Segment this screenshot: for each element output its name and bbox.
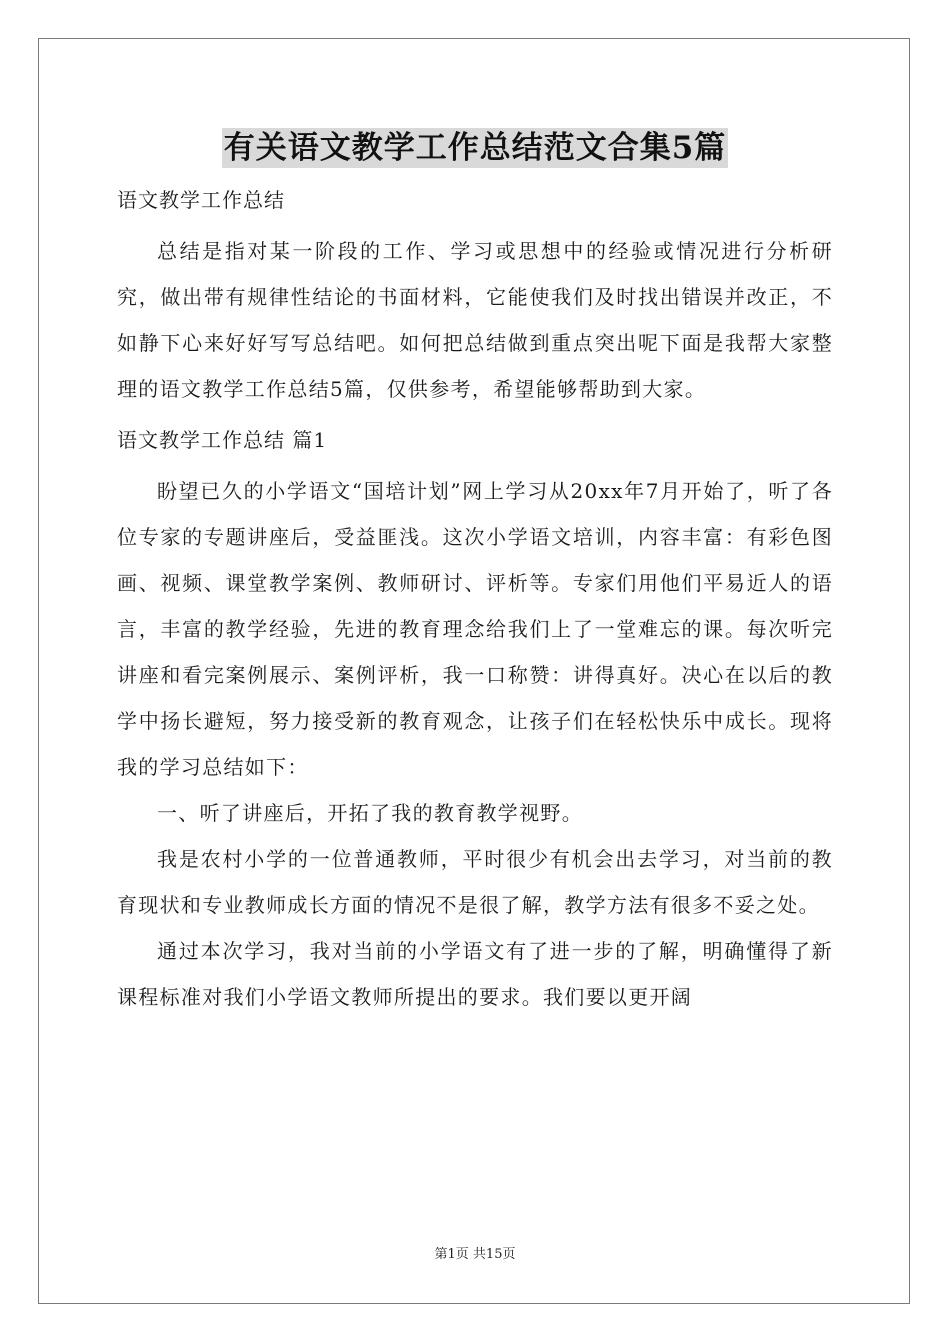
body-paragraph: 我是农村小学的一位普通教师，平时很少有机会出去学习，对当前的教育现状和专业教师成长方面的情况不是很了解，教学方法有很多不妥之处。 (117, 847, 833, 917)
spacer (117, 218, 833, 228)
article-heading: 语文教学工作总结 篇1 (117, 428, 328, 452)
body-paragraph: 一、听了讲座后，开拓了我的教育教学视野。 (157, 801, 583, 825)
section-heading: 语文教学工作总结 (117, 188, 285, 212)
page-footer: 第1页 共15页 (434, 1247, 516, 1262)
document-body (117, 182, 833, 1020)
document-title: 有关语文教学工作总结范文合集5篇 (223, 130, 727, 166)
spacer (117, 458, 833, 468)
spacer (117, 412, 833, 422)
body-paragraph: 盼望已久的小学语文“国培计划”网上学习从20xx年7月开始了，听了各位专家的专题讲座后，受益匪浅。这次小学语文培训，内容丰富：有彩色图画、视频、课堂教学案例、教师研讨、评析等。专家们用他们平易近人的语言，丰富的教学经验，先进的教育理念给我们上了一堂难忘的课。每次听完讲座和看完案例展示、案例评析，我一口称赞：讲得真好。决心在以后的教学中扬长避短，努力接受新的教育观念，让孩子们在轻松快乐中成长。现将我的学习总结如下： (117, 479, 833, 779)
intro-paragraph: 总结是指对某一阶段的工作、学习或思想中的经验或情况进行分析研究，做出带有规律性结论的书面材料，它能使我们及时找出错误并改正，不如静下心来好好写写总结吧。如何把总结做到重点突出呢下面是我帮大家整理的语文教学工作总结5篇，仅供参考，希望能够帮助到大家。 (117, 239, 833, 401)
title-wrapper (0, 128, 950, 168)
body-paragraph: 通过本次学习，我对当前的小学语文有了进一步的了解，明确懂得了新课程标准对我们小学语文教师所提出的要求。我们要以更开阔 (117, 939, 833, 1009)
